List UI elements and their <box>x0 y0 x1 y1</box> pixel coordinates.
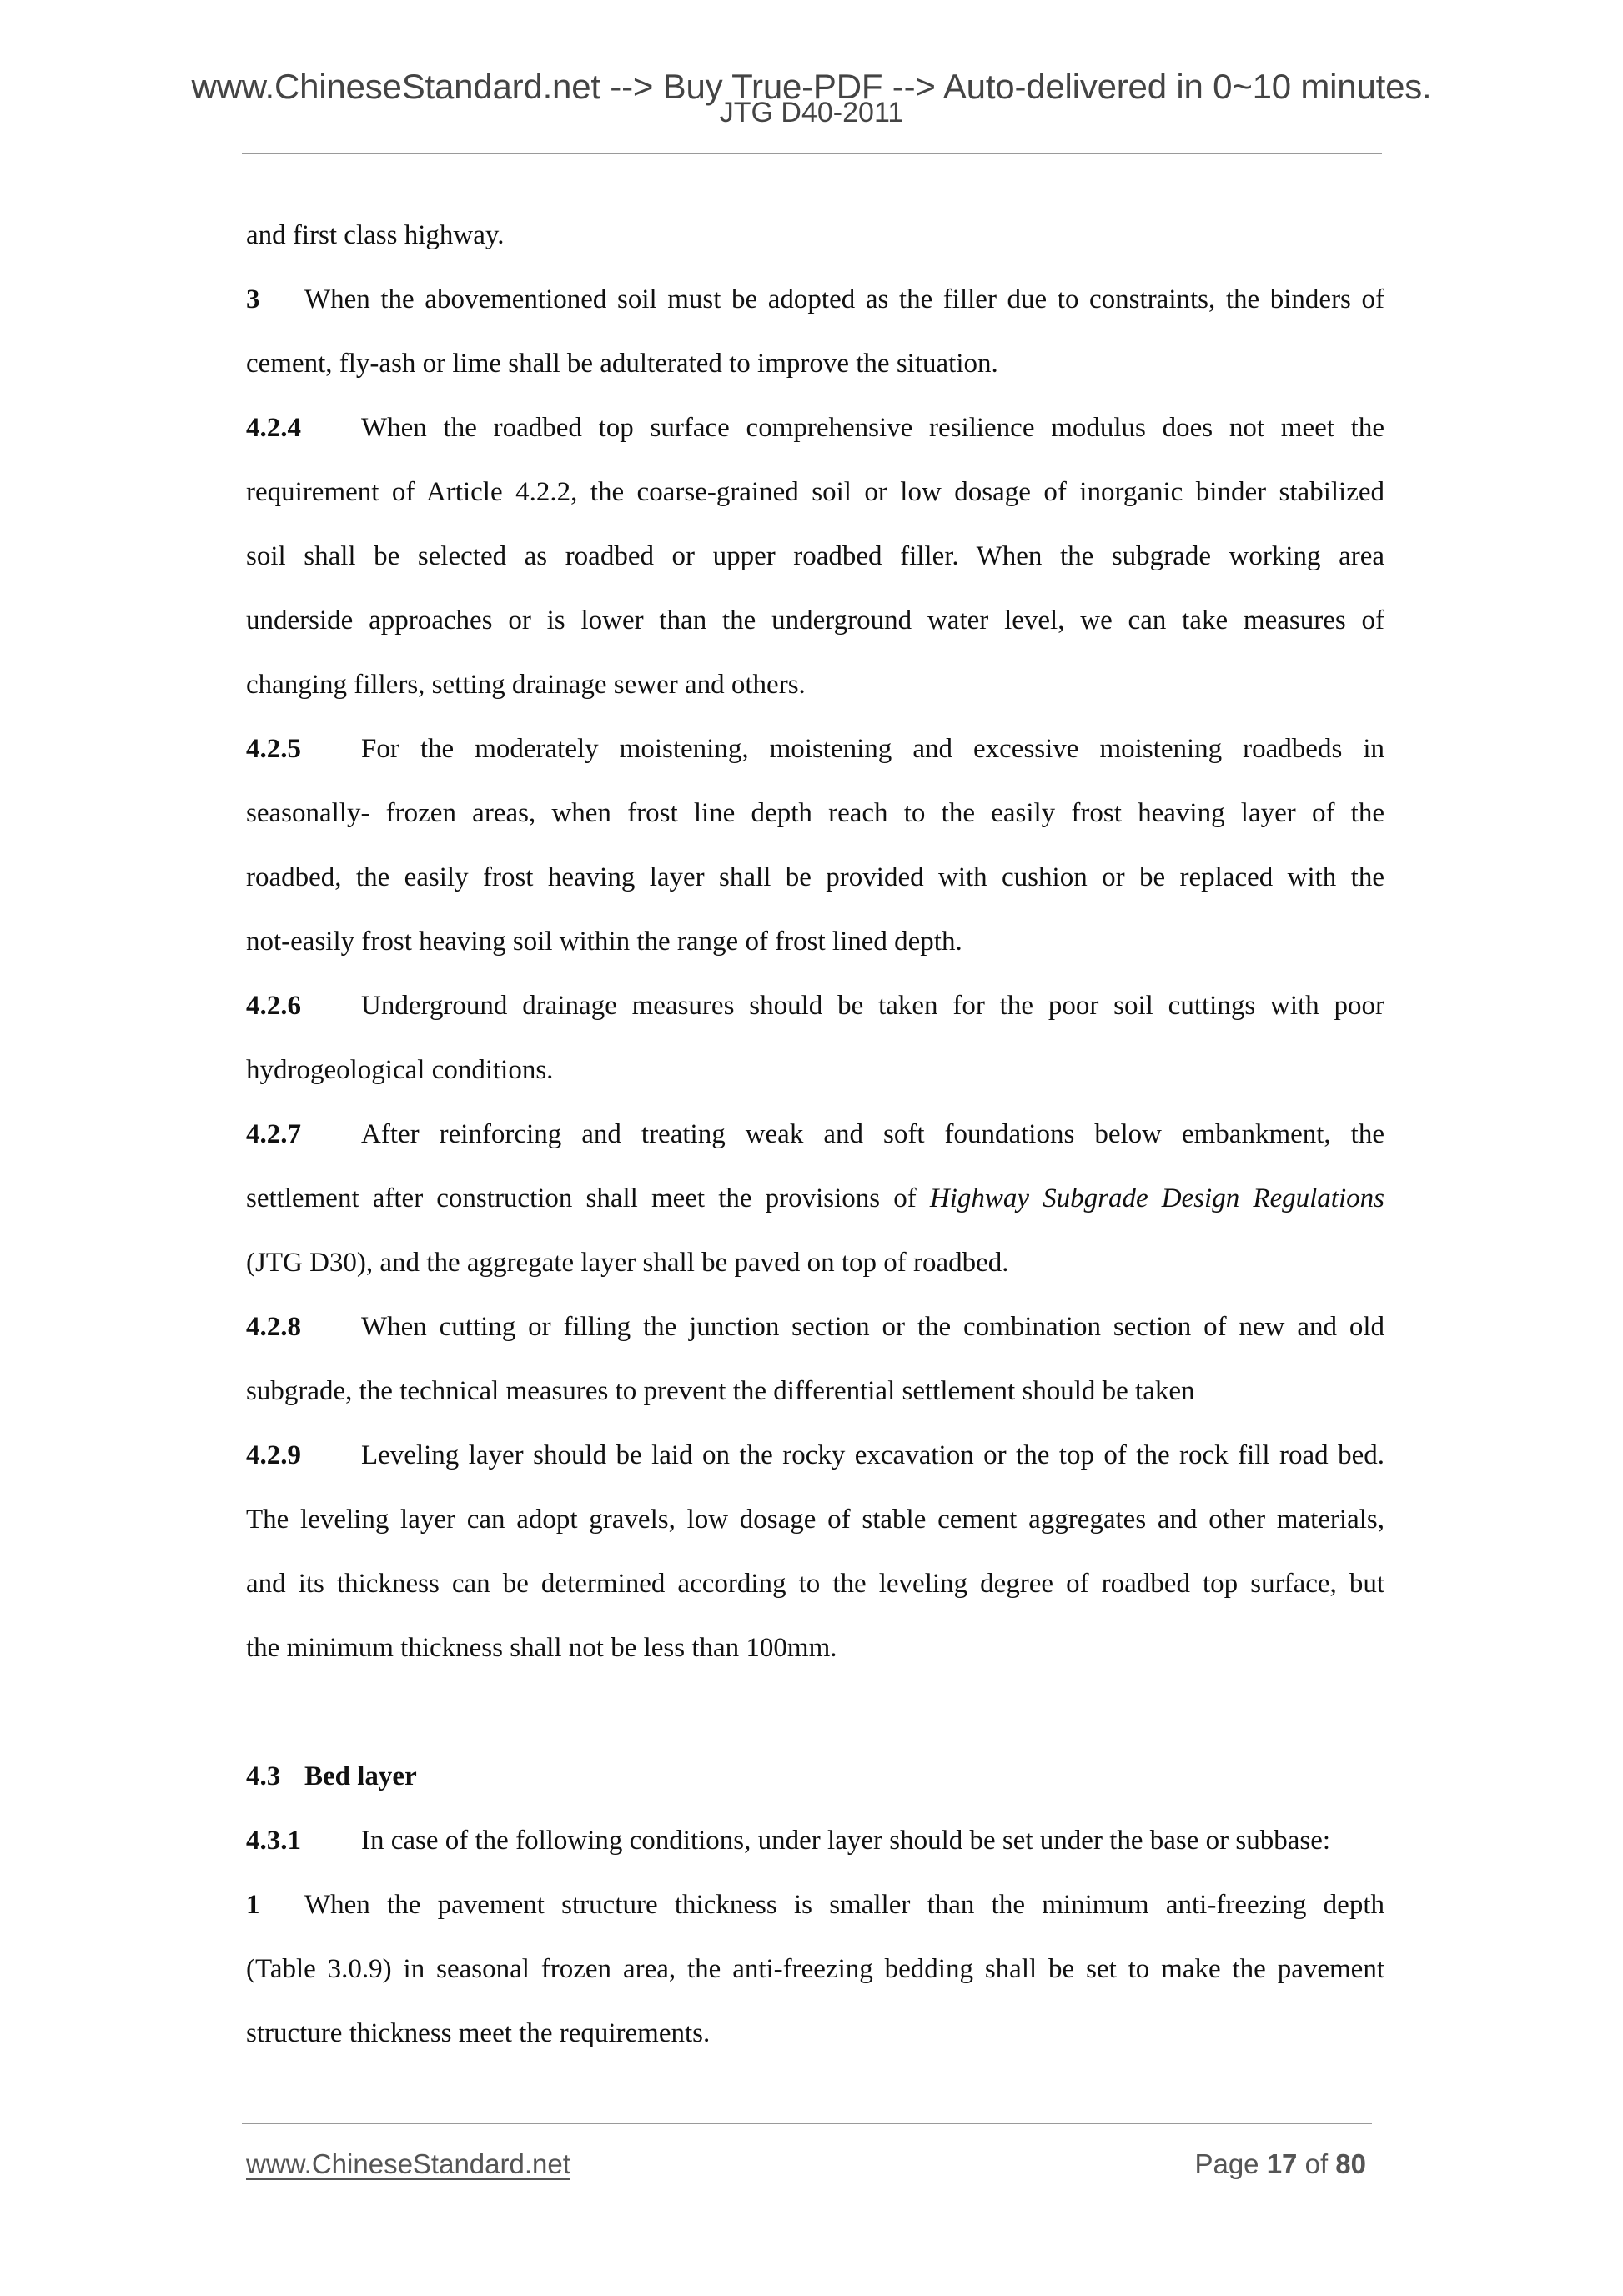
body-line: In case of the following conditions, under layer should be set under the base or subbase: <box>361 1826 1331 1856</box>
header-divider <box>242 153 1382 154</box>
body-line: When the pavement structure thickness is smaller than the minimum anti-freezing depth <box>304 1890 1384 1920</box>
spacer <box>246 1696 1384 1760</box>
item-number: 1 <box>246 1890 260 1920</box>
body-line: the minimum thickness shall not be less than 100mm. <box>246 1633 837 1663</box>
clause-4-2-9 <box>246 1439 1384 1503</box>
body-line: seasonally- frozen areas, when frost line depth reach to the easily frost heaving layer of the <box>246 798 1384 828</box>
body-line-row <box>246 1952 1384 2017</box>
body-line-row <box>246 1567 1384 1631</box>
body-line: roadbed, the easily frost heaving layer shall be provided with cushion or be replaced with the <box>246 862 1384 892</box>
clause-4-2-6 <box>246 989 1384 1053</box>
body-line: When the roadbed top surface comprehensive resilience modulus does not meet the <box>361 413 1384 443</box>
cited-standard-title: Highway Subgrade Design Regulations <box>929 1183 1384 1213</box>
clause-4-2-4 <box>246 411 1384 475</box>
body-line-row <box>246 1182 1384 1246</box>
body-line-row <box>246 1246 1384 1310</box>
total-page-count: 80 <box>1335 2148 1366 2179</box>
body-line: settlement after construction shall meet the provisions of <box>246 1183 930 1213</box>
clause-number: 4.2.6 <box>246 991 301 1021</box>
body-line: requirement of Article 4.2.2, the coarse-grained soil or low dosage of inorganic binder stabilized <box>246 477 1384 507</box>
body-line-row <box>246 861 1384 925</box>
body-line-row <box>246 604 1384 668</box>
body-line: After reinforcing and treating weak and soft foundations below embankment, the <box>361 1119 1384 1149</box>
body-line: When cutting or filling the junction section or the combination section of new and old <box>361 1312 1384 1342</box>
section-number: 4.3 <box>246 1761 281 1791</box>
body-line: (Table 3.0.9) in seasonal frozen area, the anti-freezing bedding shall be set to make the pavement <box>246 1954 1384 1984</box>
section-heading-4-3 <box>246 1760 1384 1824</box>
body-line: When the abovementioned soil must be adopted as the filler due to constraints, the binders of <box>304 284 1384 314</box>
paragraph-continuation <box>246 219 1384 283</box>
body-line: subgrade, the technical measures to prevent the differential settlement should be taken <box>246 1376 1195 1406</box>
body-line-row <box>246 347 1384 411</box>
body-line: and its thickness can be determined according to the leveling degree of roadbed top surface, but <box>246 1569 1384 1599</box>
document-code: JTG D40-2011 <box>719 97 904 128</box>
list-item-3 <box>246 283 1384 347</box>
current-page-number: 17 <box>1266 2148 1298 2179</box>
clause-4-2-7 <box>246 1118 1384 1182</box>
body-line: structure thickness meet the requirements. <box>246 2018 711 2048</box>
body-line: and first class highway. <box>246 220 505 250</box>
clause-number: 4.3.1 <box>246 1826 301 1856</box>
clause-number: 4.2.8 <box>246 1312 301 1342</box>
clause-number: 4.2.7 <box>246 1119 301 1149</box>
document-body <box>246 219 1384 2081</box>
clause-4-2-8 <box>246 1310 1384 1374</box>
item-number: 3 <box>246 284 260 314</box>
clause-number: 4.2.4 <box>246 413 301 443</box>
body-line: The leveling layer can adopt gravels, low dosage of stable cement aggregates and other materials, <box>246 1505 1384 1535</box>
body-line-row <box>246 1053 1384 1118</box>
section-title: Bed layer <box>304 1761 417 1791</box>
page-prefix: Page <box>1194 2148 1267 2179</box>
page-of-label: of <box>1297 2148 1336 2179</box>
body-line: For the moderately moistening, moistening and excessive moistening roadbeds in <box>361 734 1384 764</box>
clause-4-2-5 <box>246 732 1384 796</box>
clause-number: 4.2.9 <box>246 1440 301 1470</box>
body-line-row <box>246 925 1384 989</box>
body-line-row <box>246 796 1384 861</box>
clause-4-3-1 <box>246 1824 1384 1888</box>
footer-site-link[interactable]: www.ChineseStandard.net <box>246 2148 570 2179</box>
body-line-row <box>246 475 1384 540</box>
body-line-row <box>246 2017 1384 2081</box>
promo-banner: www.ChineseStandard.net --> Buy True-PDF --> Auto-delivered in 0~10 minutes. <box>191 67 1432 106</box>
body-line-row <box>246 540 1384 604</box>
body-line-row <box>246 668 1384 732</box>
body-line: (JTG D30), and the aggregate layer shall be paved on top of roadbed. <box>246 1248 1009 1278</box>
body-line: soil shall be selected as roadbed or upper roadbed filler. When the subgrade working area <box>246 541 1384 571</box>
body-line: hydrogeological conditions. <box>246 1055 554 1085</box>
body-line-row <box>246 1503 1384 1567</box>
page-indicator <box>1194 2148 1366 2181</box>
body-line: Underground drainage measures should be taken for the poor soil cuttings with poor <box>361 991 1384 1021</box>
body-line-row <box>246 1374 1384 1439</box>
body-line-row <box>246 1631 1384 1696</box>
clause-number: 4.2.5 <box>246 734 301 764</box>
footer-divider <box>242 2123 1372 2124</box>
body-line: changing fillers, setting drainage sewer and others. <box>246 670 806 700</box>
body-line: underside approaches or is lower than the underground water level, we can take measures of <box>246 605 1384 636</box>
body-line: not-easily frost heaving soil within the range of frost lined depth. <box>246 927 962 957</box>
body-line: cement, fly-ash or lime shall be adulterated to improve the situation. <box>246 349 998 379</box>
body-line: Leveling layer should be laid on the rocky excavation or the top of the rock fill road bed. <box>361 1440 1384 1470</box>
list-item-1 <box>246 1888 1384 1952</box>
